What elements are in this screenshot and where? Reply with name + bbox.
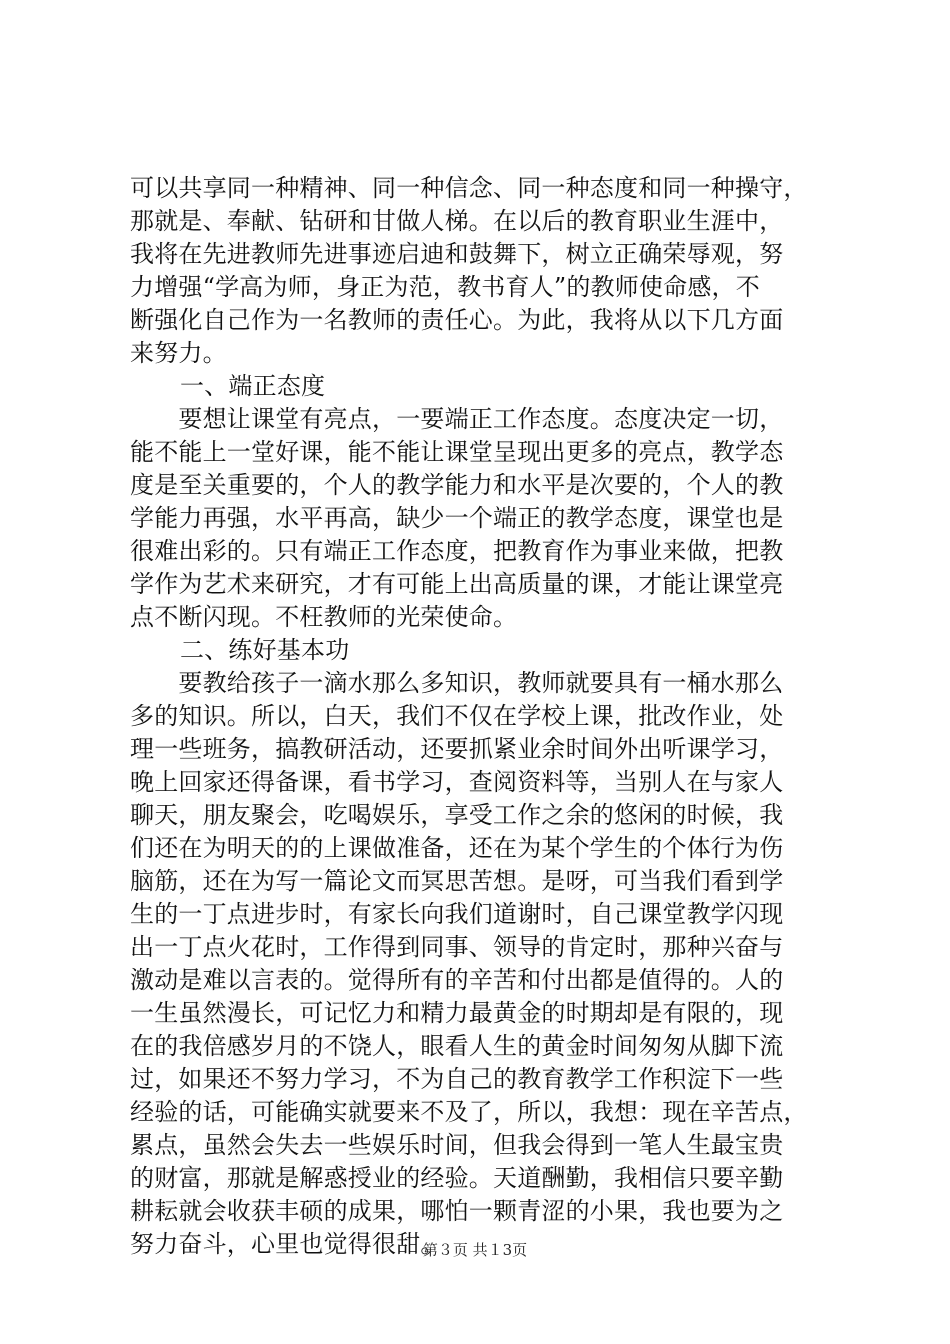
- paragraph-line: 学能力再强，水平再高，缺少一个端正的教学态度，课堂也是: [130, 504, 784, 532]
- paragraph-line: 晚上回家还得备课，看书学习，查阅资料等，当别人在与家人: [130, 768, 784, 796]
- paragraph-line: 能不能上一堂好课，能不能让课堂呈现出更多的亮点，教学态: [130, 438, 784, 466]
- paragraph-line: 在的我倍感岁月的不饶人，眼看人生的黄金时间匆匆从脚下流: [130, 1032, 784, 1060]
- document-body: [130, 172, 830, 1261]
- paragraph-line: 点不断闪现。不枉教师的光荣使命。: [130, 603, 518, 631]
- paragraph-line: 们还在为明天的的上课做准备，还在为某个学生的个体行为伤: [130, 834, 784, 862]
- paragraph-line: 的财富，那就是解惑授业的经验。天道酬勤，我相信只要辛勤: [130, 1164, 784, 1192]
- paragraph-line: 断强化自己作为一名教师的责任心。为此，我将从以下几方面: [130, 306, 784, 334]
- paragraph-line: 聊天，朋友聚会，吃喝娱乐，享受工作之余的悠闲的时候，我: [130, 801, 784, 829]
- paragraph-line: 出一丁点火花时，工作得到同事、领导的肯定时，那种兴奋与: [130, 933, 784, 961]
- paragraph-line: 脑筋，还在为写一篇论文而冥思苦想。是呀，可当我们看到学: [130, 867, 784, 895]
- paragraph-line: 生的一丁点进步时，有家长向我们道谢时，自己课堂教学闪现: [130, 900, 784, 928]
- paragraph-line: 要教给孩子一滴水那么多知识，教师就要具有一桶水那么: [130, 669, 784, 697]
- paragraph-line: 累点，虽然会失去一些娱乐时间，但我会得到一笔人生最宝贵: [130, 1131, 784, 1159]
- paragraph-line: 经验的话，可能确实就要来不及了，所以，我想：现在辛苦点，: [130, 1098, 808, 1126]
- paragraph-line: 耕耘就会收获丰硕的成果，哪怕一颗青涩的小果，我也要为之: [130, 1197, 784, 1225]
- page-number-footer: 第３页 共１3页: [422, 1241, 528, 1259]
- paragraph-line: 努力奋斗，心里也觉得很甜。: [130, 1230, 445, 1258]
- paragraph-line: 力增强“学高为师，身正为范，教书育人”的教师使命感，不: [130, 273, 760, 301]
- paragraph-line: 度是至关重要的，个人的教学能力和水平是次要的，个人的教: [130, 471, 784, 499]
- paragraph-line: 那就是、奉献、钻研和甘做人梯。在以后的教育职业生涯中，: [130, 207, 784, 235]
- paragraph-line: 我将在先进教师先进事迹启迪和鼓舞下，树立正确荣辱观，努: [130, 240, 784, 268]
- section-heading: 一、端正态度: [180, 372, 326, 400]
- paragraph-line: 可以共享同一种精神、同一种信念、同一种态度和同一种操守，: [130, 174, 808, 202]
- paragraph-line: 来努力。: [130, 339, 227, 367]
- paragraph-line: 理一些班务，搞教研活动，还要抓紧业余时间外出听课学习，: [130, 735, 784, 763]
- paragraph-line: 激动是难以言表的。觉得所有的辛苦和付出都是值得的。人的: [130, 966, 784, 994]
- paragraph-line: 很难出彩的。只有端正工作态度，把教育作为事业来做，把教: [130, 537, 784, 565]
- paragraph-line: 要想让课堂有亮点，一要端正工作态度。态度决定一切，: [130, 405, 784, 433]
- paragraph-line: 学作为艺术来研究，才有可能上出高质量的课，才能让课堂亮: [130, 570, 784, 598]
- paragraph-line: 过，如果还不努力学习，不为自己的教育教学工作积淀下一些: [130, 1065, 784, 1093]
- paragraph-line: 多的知识。所以，白天，我们不仅在学校上课，批改作业，处: [130, 702, 784, 730]
- section-heading: 二、练好基本功: [180, 636, 350, 664]
- paragraph-line: 一生虽然漫长，可记忆力和精力最黄金的时期却是有限的，现: [130, 999, 784, 1027]
